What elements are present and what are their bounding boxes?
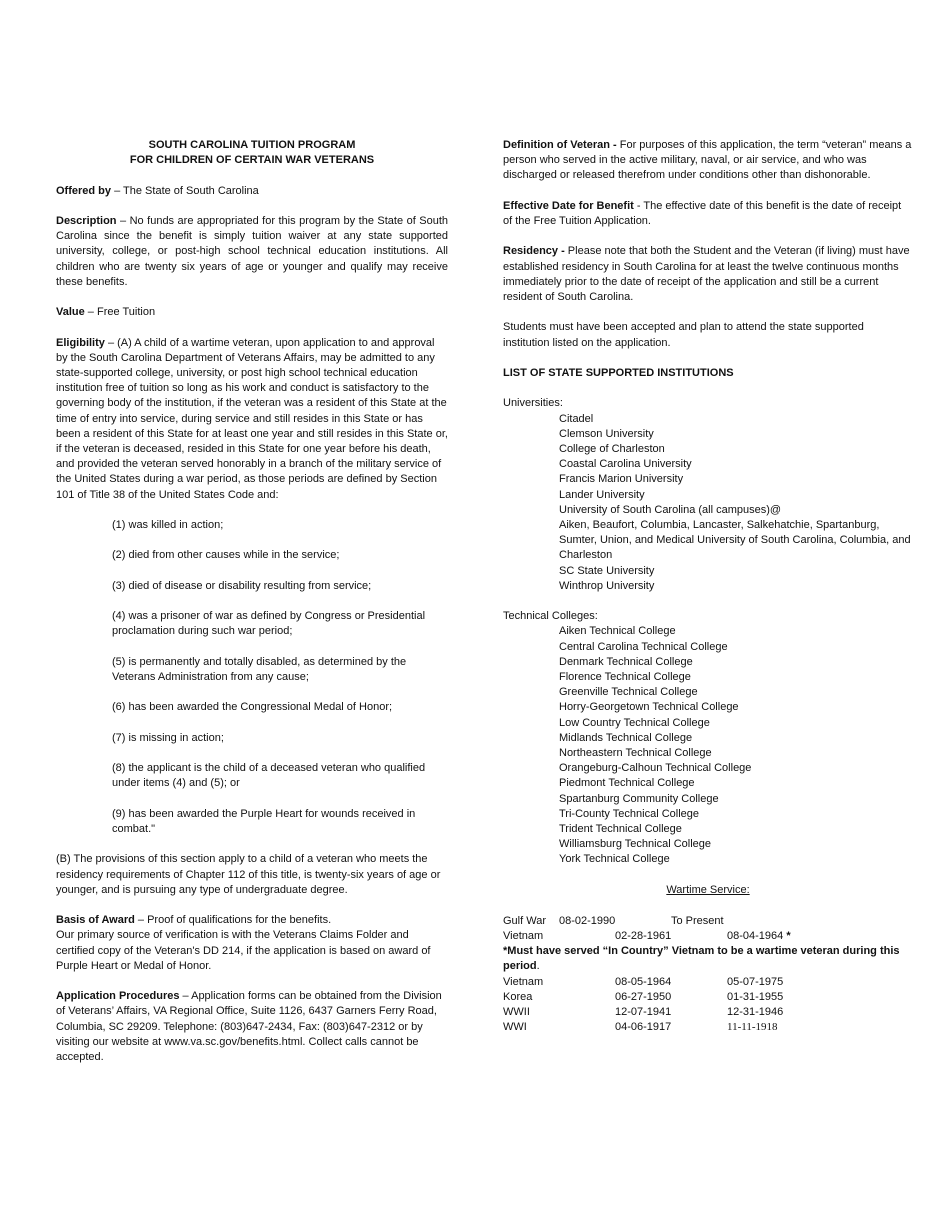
service-end: 01-31-1955	[727, 990, 784, 1003]
university-item: College of Charleston	[559, 442, 665, 455]
procedures-label: Application Procedures	[56, 990, 180, 1003]
definition-text: For purposes of this application, the term “veteran” means a person who served in the active military, naval, or air service, and who was discharged or released therefrom under conditions other than dishonorable.	[503, 139, 912, 182]
wartime-service-table	[503, 914, 913, 1036]
description	[56, 214, 448, 290]
technical-college-item: Aiken Technical College	[559, 625, 676, 638]
condition-item: (4) was a prisoner of war as defined by Congress or Presidential proclamation during such war period;	[112, 610, 426, 638]
university-item: Citadel	[559, 412, 594, 425]
left-column	[56, 138, 448, 1080]
effective-date	[503, 199, 913, 229]
technical-colleges-label: Technical Colleges:	[503, 610, 598, 623]
service-start: 12-07-1941	[615, 1006, 672, 1019]
technical-college-item: Piedmont Technical College	[559, 777, 695, 790]
effective-text: - The effective date of this benefit is the date of receipt of the Free Tuition Application.	[503, 199, 902, 227]
service-row-vietnam-early	[503, 929, 913, 944]
technical-college-item: Spartanburg Community College	[559, 792, 719, 805]
service-start: 06-27-1950	[615, 990, 672, 1003]
offered-by	[56, 184, 448, 199]
technical-college-item: Low Country Technical College	[559, 716, 710, 729]
eligibility-conditions	[112, 518, 448, 837]
university-item: University of South Carolina (all campuses)@	[559, 503, 782, 516]
students-note: Students must have been accepted and plan to attend the state supported institution listed on the application.	[503, 321, 864, 349]
title-line-1: SOUTH CAROLINA TUITION PROGRAM	[148, 139, 356, 151]
service-row-gulf-war	[503, 914, 913, 929]
technical-college-item: Tri-County Technical College	[559, 807, 700, 820]
institutions-heading-text: LIST OF STATE SUPPORTED INSTITUTIONS	[503, 366, 734, 379]
definition-label: Definition of Veteran -	[503, 139, 617, 151]
basis-text-2: Our primary source of verification is with the Veterans Claims Folder and certified copy of the Veteran's DD 214, if the application is based on award of Purple Heart or Medal of Honor.	[56, 929, 431, 972]
value-label: Value	[56, 306, 85, 319]
definition-of-veteran	[503, 138, 913, 184]
vietnam-note-end: .	[536, 960, 540, 973]
effective-label: Effective Date for Benefit	[503, 199, 634, 212]
condition-item: (1) was killed in action;	[112, 519, 224, 531]
basis-label: Basis of Award	[56, 914, 135, 927]
residency	[503, 244, 913, 305]
residency-label: Residency -	[503, 245, 565, 258]
document-title	[56, 138, 448, 168]
service-name: Vietnam	[503, 930, 544, 943]
eligibility-label: Eligibility	[56, 336, 105, 349]
basis-of-award	[56, 913, 448, 974]
university-item: Francis Marion University	[559, 473, 684, 486]
service-end: To Present	[671, 914, 724, 927]
description-text: – No funds are appropriated for this program by the State of South Carolina since the benefit is simply tuition waiver at any state supported university, college, or post-high school technical education institutions. All children who are twenty six years of age or younger and qualify may receive these benefits.	[56, 214, 448, 288]
technical-college-item: Orangeburg-Calhoun Technical College	[559, 762, 752, 775]
service-start: 02-28-1961	[615, 930, 672, 943]
service-end-with-mark	[727, 929, 791, 944]
service-end: 12-31-1946	[727, 1006, 784, 1019]
condition-item: (9) has been awarded the Purple Heart for wounds received in combat."	[112, 807, 416, 835]
condition-item: (2) died from other causes while in the service;	[112, 549, 340, 562]
vietnam-note-text: *Must have served “In Country” Vietnam to be a wartime veteran during this period	[503, 945, 900, 973]
technical-colleges-list	[559, 624, 913, 867]
asterisk-mark: *	[783, 930, 791, 943]
service-name: WWI	[503, 1021, 527, 1034]
technical-college-item: Midlands Technical College	[559, 731, 693, 744]
technical-college-item: York Technical College	[559, 853, 670, 866]
usc-campuses: Aiken, Beaufort, Columbia, Lancaster, Salkehatchie, Spartanburg, Sumter, Union, and Medical University of South Carolina, Columbia, and Charleston	[559, 519, 911, 562]
service-name: Gulf War	[503, 914, 546, 927]
wartime-service-heading: Wartime Service:	[666, 883, 750, 896]
offered-text: – The State of South Carolina	[111, 184, 259, 197]
universities-list	[559, 412, 913, 594]
service-name: Korea	[503, 990, 533, 1003]
condition-item: (7) is missing in action;	[112, 731, 224, 744]
technical-college-item: Central Carolina Technical College	[559, 640, 728, 653]
eligibility-text: – (A) A child of a wartime veteran, upon application to and approval by the South Carolina Department of Veterans Affairs, may be admitted to any state-supported college, university, or post high school technical education institution free of tuition so long as his work and conduct is satisfactory to the governing body of the institution, if the veteran was a resident of this State at the time of entry into service, during service and still resides in this State or has been a resident of this State for at least one year and still resides in this State or, if the veteran is deceased, resided in this State for one year before his death, and provided the veteran served honorably in a branch of the military service of the United States during a war period, as those periods are defined by Section 101 of Title 38 of the United States Code and:	[56, 336, 448, 501]
title-line-2: FOR CHILDREN OF CERTAIN WAR VETERANS	[129, 154, 375, 167]
technical-college-item: Greenville Technical College	[559, 686, 698, 699]
right-column	[503, 138, 913, 1035]
university-item: SC State University	[559, 564, 655, 577]
service-name: Vietnam	[503, 975, 544, 988]
vietnam-note	[503, 944, 913, 974]
residency-text: Please note that both the Student and the Veteran (if living) must have established residency in South Carolina for at least the twelve continuous months immediately prior to the date of receipt of the application and still be a current resident of South Carolina.	[503, 245, 910, 303]
technical-college-item: Williamsburg Technical College	[559, 838, 712, 851]
procedures-text: – Application forms can be obtained from the Division of Veterans’ Affairs, VA Regional Office, Suite 1126, 6437 Garners Ferry Road, Columbia, SC 29209. Telephone: (803)647-2434, Fax: (803)647-2312 or by visiting our website at www.va.sc.gov/benefits.html. Collect calls cannot be accepted.	[56, 990, 442, 1063]
service-start: 08-02-1990	[559, 914, 616, 927]
condition-item: (6) has been awarded the Congressional Medal of Honor;	[112, 701, 393, 714]
service-start: 04-06-1917	[615, 1021, 672, 1034]
service-start: 08-05-1964	[615, 975, 672, 988]
technical-college-item: Northeastern Technical College	[559, 747, 712, 760]
condition-item: (8) the applicant is the child of a deceased veteran who qualified under items (4) and (5); or	[112, 762, 426, 790]
service-row	[503, 975, 913, 990]
technical-college-item: Trident Technical College	[559, 823, 682, 836]
condition-item: (3) died of disease or disability resulting from service;	[112, 579, 372, 592]
institutions-heading	[503, 366, 913, 381]
university-item: Coastal Carolina University	[559, 458, 692, 471]
service-row	[503, 990, 913, 1005]
service-row	[503, 1020, 913, 1035]
condition-item: (5) is permanently and totally disabled, as determined by the Veterans Administration from any cause;	[112, 655, 407, 683]
service-end: 11-11-1918	[727, 1021, 778, 1034]
university-item: Lander University	[559, 488, 645, 501]
provision-b: (B) The provisions of this section apply to a child of a veteran who meets the residency requirements of Chapter 112 of this title, is twenty-six years of age or younger, and is pursuing any type of undergraduate degree.	[56, 853, 441, 896]
basis-text: – Proof of qualifications for the benefits.	[134, 914, 332, 927]
university-item: Clemson University	[559, 427, 654, 440]
technical-college-item: Horry-Georgetown Technical College	[559, 701, 739, 714]
service-end: 05-07-1975	[727, 975, 784, 988]
university-item: Winthrop University	[559, 579, 655, 592]
offered-label: Offered by	[56, 184, 112, 197]
service-end: 08-04-1964	[727, 930, 784, 943]
description-label: Description	[56, 214, 117, 227]
technical-college-item: Florence Technical College	[559, 671, 691, 684]
eligibility	[56, 336, 448, 503]
technical-college-item: Denmark Technical College	[559, 655, 693, 668]
application-procedures	[56, 989, 448, 1065]
value	[56, 305, 448, 320]
value-text: – Free Tuition	[84, 306, 156, 319]
service-row	[503, 1005, 913, 1020]
service-name: WWII	[503, 1006, 530, 1019]
universities-label: Universities:	[503, 397, 563, 410]
